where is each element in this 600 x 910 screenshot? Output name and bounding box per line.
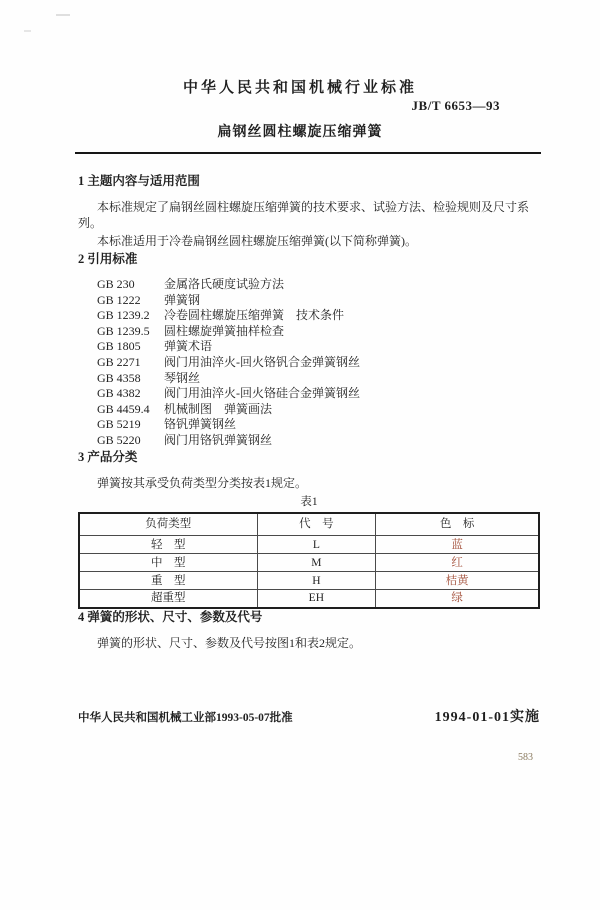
table-row (79, 536, 539, 554)
reference-title: 冷卷圆柱螺旋压缩弹簧 技术条件 (164, 308, 345, 323)
reference-title: 琴钢丝 (164, 370, 201, 385)
reference-item (97, 371, 540, 387)
standard-org-line: 中华人民共和国机械行业标准 (182, 80, 417, 96)
table-row (79, 572, 539, 590)
reference-item (97, 386, 540, 402)
reference-code: GB 4382 (97, 386, 141, 401)
implementation-date: 1994-01-01实施 (434, 710, 540, 725)
col-header-color-mark: 色 标 (376, 513, 539, 536)
col-header-load-type: 负荷类型 (79, 513, 257, 536)
document-body (78, 173, 540, 653)
cell-color-mark: 蓝 (376, 536, 539, 554)
scan-artifact (24, 30, 31, 32)
reference-item (97, 417, 540, 433)
reference-title: 弹簧钢 (164, 292, 201, 307)
reference-code: GB 4459.4 (97, 401, 150, 416)
approval-note: 中华人民共和国机械工业部1993-05-07批准 (78, 712, 293, 724)
section-1-heading: 1 主题内容与适用范围 (78, 174, 200, 188)
section-4-paragraph: 弹簧的形状、尺寸、参数及代号按图1和表2规定。 (97, 635, 362, 650)
cell-load-type: 超重型 (79, 590, 257, 608)
reference-title: 机械制图 弹簧画法 (164, 401, 273, 416)
reference-title: 弹簧术语 (164, 339, 213, 354)
reference-item (97, 355, 540, 371)
reference-code: GB 1239.2 (97, 308, 150, 323)
cell-load-type: 中 型 (79, 554, 257, 572)
cell-color-mark: 绿 (376, 590, 539, 608)
reference-code: GB 230 (97, 277, 135, 291)
reference-code: GB 5219 (97, 417, 141, 432)
reference-item (97, 308, 540, 324)
reference-code: GB 4358 (97, 370, 141, 385)
table-row (79, 590, 539, 608)
section-2-heading: 2 引用标准 (78, 252, 138, 266)
load-type-table (78, 512, 540, 609)
section-1-paragraph-1: 本标准规定了扁钢丝圆柱螺旋压缩弹簧的技术要求、试验方法、检验规则及尺寸系列。 (78, 200, 530, 230)
section-1-paragraph-2: 本标准适用于冷卷扁钢丝圆柱螺旋压缩弹簧(以下简称弹簧)。 (97, 234, 417, 248)
section-3-heading: 3 产品分类 (78, 449, 138, 464)
reference-list (97, 277, 540, 449)
reference-item (97, 293, 540, 309)
reference-code: GB 2271 (97, 354, 141, 369)
reference-title: 阀门用铬钒弹簧钢丝 (164, 432, 273, 447)
reference-code: GB 1239.5 (97, 323, 150, 338)
reference-code: GB 1805 (97, 339, 141, 354)
reference-item (97, 339, 540, 355)
reference-item (97, 433, 540, 449)
cell-load-type: 轻 型 (79, 536, 257, 554)
reference-title: 铬钒弹簧钢丝 (164, 417, 237, 432)
reference-title: 金属洛氏硬度试验方法 (164, 277, 285, 291)
cell-code: M (257, 554, 376, 572)
cell-color-mark: 桔黄 (376, 572, 539, 590)
reference-code: GB 5220 (97, 432, 141, 447)
cell-color-mark: 红 (376, 554, 539, 572)
col-header-code: 代 号 (257, 513, 376, 536)
page-number: 583 (518, 752, 533, 763)
standard-number: JB/T 6653—93 (411, 98, 500, 113)
reference-code: GB 1222 (97, 292, 141, 307)
document-footer (78, 706, 540, 726)
reference-item (97, 277, 540, 293)
document-title: 扁钢丝圆柱螺旋压缩弹簧 (217, 125, 383, 140)
reference-title: 阀门用油淬火-回火铬钒合金弹簧钢丝 (164, 354, 360, 369)
cell-code: L (257, 536, 376, 554)
section-4-heading: 4 弹簧的形状、尺寸、参数及代号 (78, 609, 263, 624)
cell-load-type: 重 型 (79, 572, 257, 590)
reference-title: 圆柱螺旋弹簧抽样检查 (164, 323, 285, 338)
table-row (79, 554, 539, 572)
table-caption: 表1 (300, 495, 318, 508)
cell-code: EH (257, 590, 376, 608)
cell-code: H (257, 572, 376, 590)
reference-title: 阀门用油淬火-回火铬硅合金弹簧钢丝 (164, 386, 360, 401)
scan-artifact (56, 14, 70, 16)
table-header-row (79, 513, 539, 536)
header-rule (75, 152, 541, 154)
reference-item (97, 402, 540, 418)
section-3-paragraph: 弹簧按其承受负荷类型分类按表1规定。 (97, 475, 308, 490)
reference-item (97, 324, 540, 340)
